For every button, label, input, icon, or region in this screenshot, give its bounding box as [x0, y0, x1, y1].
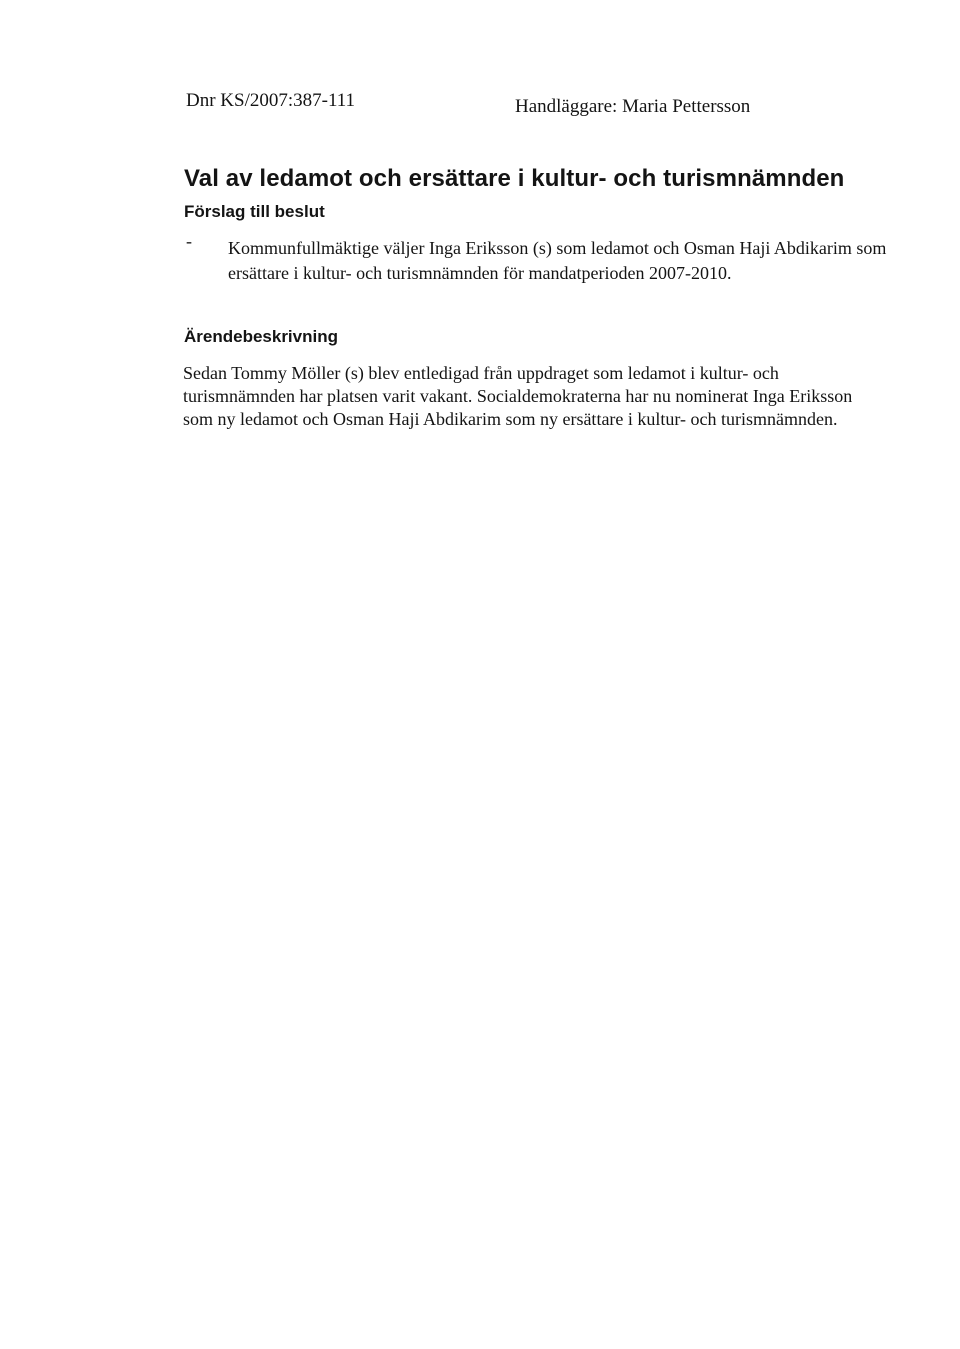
description-text: Sedan Tommy Möller (s) blev entledigad från uppdraget som ledamot i kultur- och turismnämnden har platsen varit vakant. Socialdemokraterna har nu nominerat Inga Eriksson som ny ledamot och Osman Haji Abdikarim som ny ersättare i kultur- och turismnämnden. — [183, 363, 853, 429]
document-title: Val av ledamot och ersättare i kultur- och turismnämnden — [184, 165, 845, 192]
diary-number: Dnr KS/2007:387-111 — [186, 90, 356, 111]
proposal-heading: Förslag till beslut — [184, 202, 325, 221]
case-officer: Handläggare: Maria Pettersson — [515, 96, 751, 117]
proposal-bullet: - — [186, 231, 192, 251]
proposal-text: Kommunfullmäktige väljer Inga Eriksson (s) som ledamot och Osman Haji Abdikarim som ersättare i kultur- och turismnämnden för mandatperioden 2007-2010. — [228, 238, 887, 283]
description-heading: Ärendebeskrivning — [184, 327, 338, 346]
